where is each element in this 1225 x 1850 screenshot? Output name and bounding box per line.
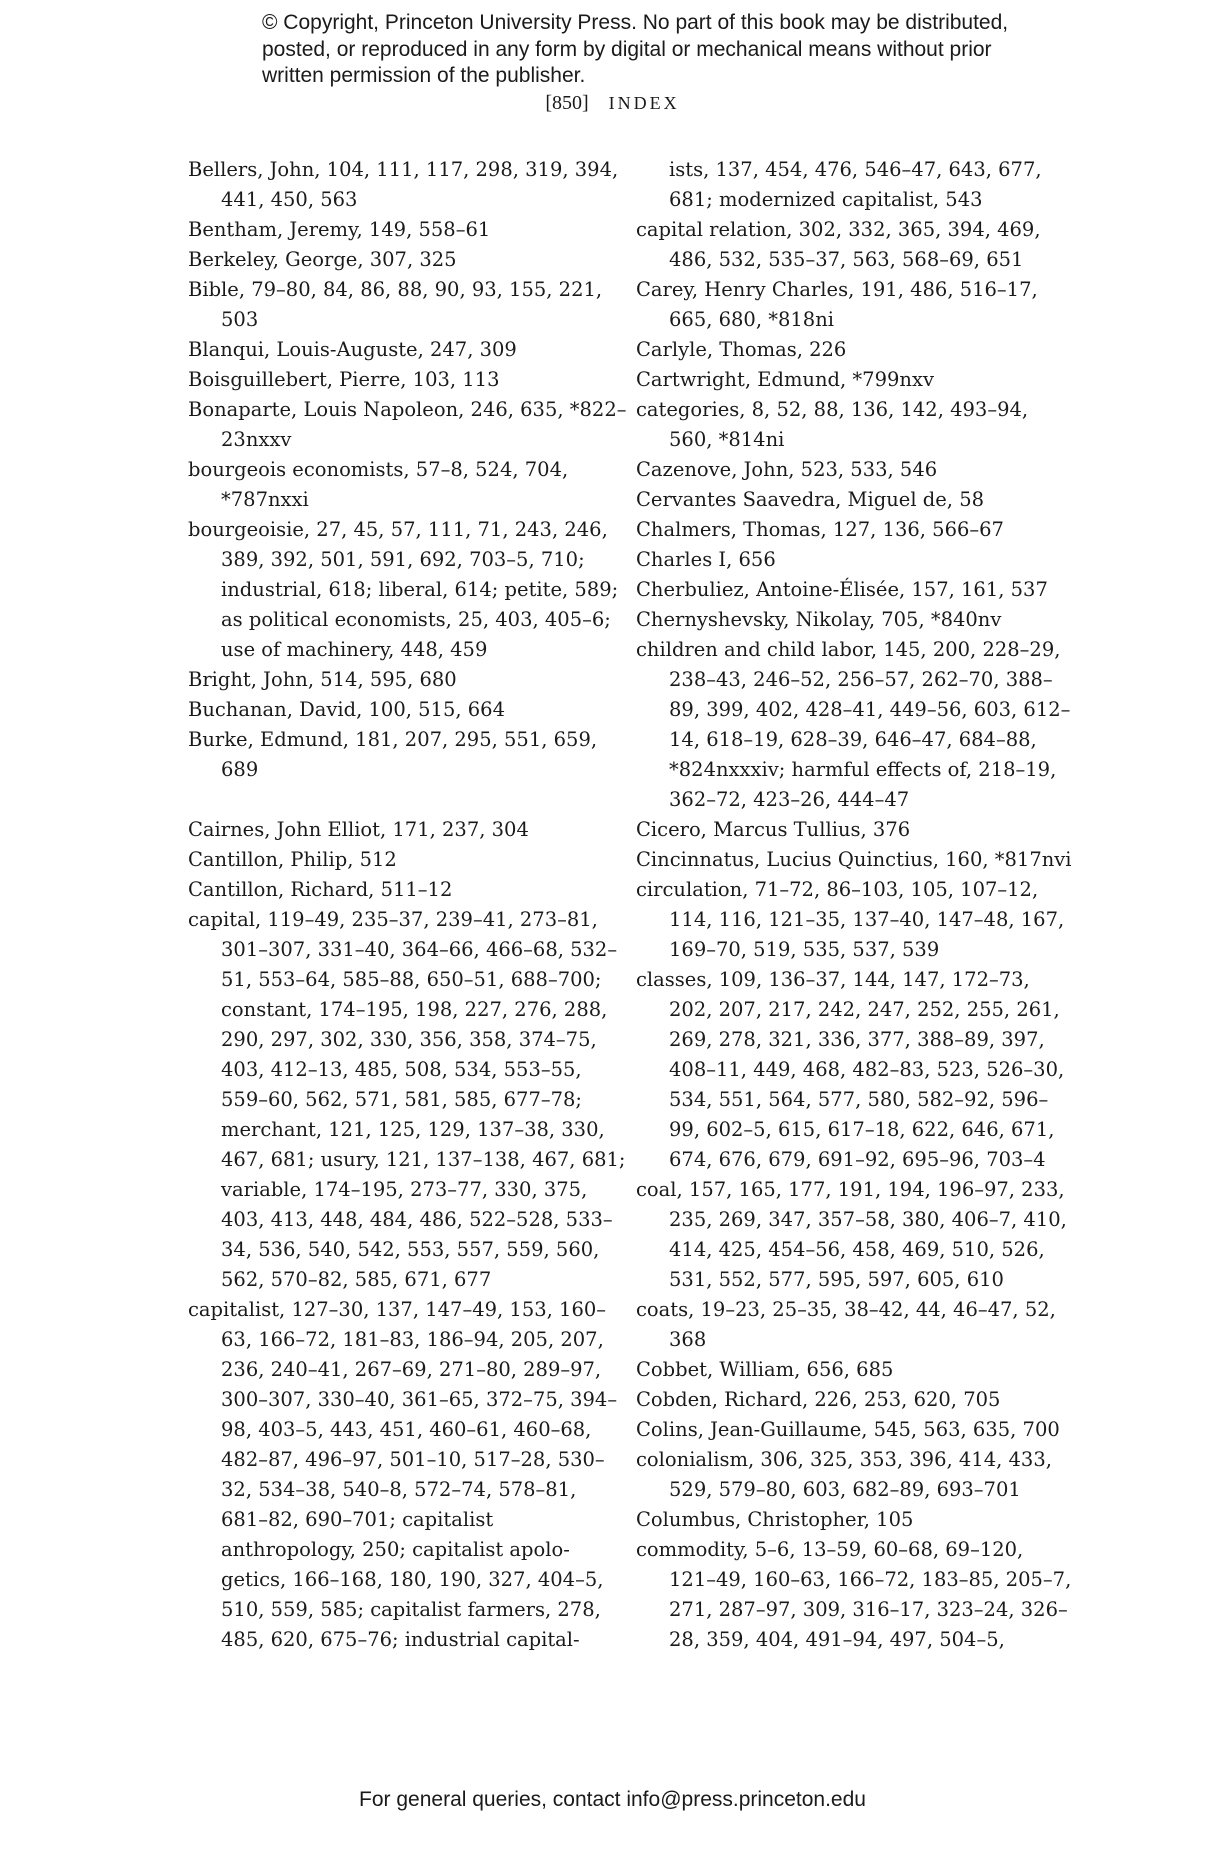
index-entry: Cobbet, William, 656, 685 (636, 1358, 894, 1381)
index-entry: children and child labor, 145, 200, 228–29, 238–43, 246–52, 256–57, 262–70, 388–89, 399, 402, 428–41, 449–56, 603, 612–14, 618–19, 628–39, 646–47, 684–88, *824nxxxiv; harmful effects of, 218–19, 362–72, 423–26, 444–47 (636, 638, 1071, 811)
index-entry: Cartwright, Edmund, *799nxv (636, 368, 934, 391)
index-entry: Carlyle, Thomas, 226 (636, 338, 847, 361)
index-entry: capital, 119–49, 235–37, 239–41, 273–81, 301–307, 331–40, 364–66, 466–68, 532–51, 553–64, 585–88, 650–51, 688–700; constant, 174–195, 198, 227, 276, 288, 290, 297, 302, 330, 356, 358, 374–75, 403, 412–13, 485, 508, 534, 553–55, 559–60, 562, 571, 581, 585, 677–78; merchant, 121, 125, 129, 137–38, 330, 467, 681; usury, 121, 137–138, 467, 681; variable, 174–195, 273–77, 330, 375, 403, 413, 448, 484, 486, 522–528, 533–34, 536, 540, 542, 553, 557, 559, 560, 562, 570–82, 585, 671, 677 (188, 908, 626, 1291)
index-entry: bourgeois economists, 57–8, 524, 704, *787nxxi (188, 458, 569, 511)
index-entry: Berkeley, George, 307, 325 (188, 248, 457, 271)
index-entry: circulation, 71–72, 86–103, 105, 107–12, 114, 116, 121–35, 137–40, 147–48, 167, 169–70, 519, 535, 537, 539 (636, 878, 1065, 961)
index-entry: capitalist, 127–30, 137, 147–49, 153, 160–63, 166–72, 181–83, 186–94, 205, 207, 236, 240–41, 267–69, 271–80, 289–97, 300–307, 330–40, 361–65, 372–75, 394–98, 403–5, 443, 451, 460–61, 460–68, 482–87, 496–97, 501–10, 517–28, 530–32, 534–38, 540–8, 572–74, 578–81, 681–82, 690–701; capitalist anthropology, 250; capitalist apolo-getics, 166–168, 180, 190, 327, 404–5, 510, 559, 585; capitalist farmers, 278, 485, 620, 675–76; industrial capital- (188, 1298, 618, 1651)
index-entry: commodity, 5–6, 13–59, 60–68, 69–120, 121–49, 160–63, 166–72, 183–85, 205–7, 271, 287–97, 309, 316–17, 323–24, 326–28, 359, 404, 491–94, 497, 504–5, (636, 1538, 1072, 1651)
index-entry: Bright, John, 514, 595, 680 (188, 668, 457, 691)
index-entry: Carey, Henry Charles, 191, 486, 516–17, 665, 680, *818ni (636, 278, 1038, 331)
index-entry: Cicero, Marcus Tullius, 376 (636, 818, 911, 841)
index-entry: Cobden, Richard, 226, 253, 620, 705 (636, 1388, 1001, 1411)
index-entry: colonialism, 306, 325, 353, 396, 414, 433, 529, 579–80, 603, 682–89, 693–701 (636, 1448, 1052, 1501)
index-entry: Chalmers, Thomas, 127, 136, 566–67 (636, 518, 1004, 541)
index-entry: Cherbuliez, Antoine-Élisée, 157, 161, 537 (636, 578, 1048, 601)
index-column-left (188, 155, 628, 1655)
section-title: INDEX (608, 93, 680, 113)
index-entry: coats, 19–23, 25–35, 38–42, 44, 46–47, 52, 368 (636, 1298, 1056, 1351)
running-head (0, 92, 1225, 115)
index-entry: Bible, 79–80, 84, 86, 88, 90, 93, 155, 221, 503 (188, 278, 603, 331)
contact-footer: For general queries, contact info@press.princeton.edu (359, 1788, 866, 1811)
index-entry: Cervantes Saavedra, Miguel de, 58 (636, 488, 985, 511)
copyright-notice: © Copyright, Princeton University Press. No part of this book may be distributed, posted, or reproduced in any form by digital or mechanical means without prior written permission of the publisher. (262, 11, 1009, 87)
index-entry: Cincinnatus, Lucius Quinctius, 160, *817nvi (636, 848, 1072, 871)
index-entry: capital relation, 302, 332, 365, 394, 469, 486, 532, 535–37, 563, 568–69, 651 (636, 218, 1041, 271)
index-entry: Burke, Edmund, 181, 207, 295, 551, 659, 689 (188, 728, 598, 781)
index-entry: classes, 109, 136–37, 144, 147, 172–73, 202, 207, 217, 242, 247, 252, 255, 261, 269, 278, 321, 336, 377, 388–89, 397, 408–11, 449, 468, 482–83, 523, 526–30, 534, 551, 564, 577, 580, 582–92, 596–99, 602–5, 615, 617–18, 622, 646, 671, 674, 676, 679, 691–92, 695–96, 703–4 (636, 968, 1065, 1171)
index-entry: Boisguillebert, Pierre, 103, 113 (188, 368, 500, 391)
index-entry: Cantillon, Philip, 512 (188, 848, 397, 871)
letter-group-gap (188, 785, 628, 815)
index-entry: categories, 8, 52, 88, 136, 142, 493–94, 560, *814ni (636, 398, 1029, 451)
index-entry: Charles I, 656 (636, 548, 776, 571)
index-entry: Cazenove, John, 523, 533, 546 (636, 458, 938, 481)
page-number: [850] (545, 92, 589, 114)
index-entry: coal, 157, 165, 177, 191, 194, 196–97, 233, 235, 269, 347, 357–58, 380, 406–7, 410, 414, 425, 454–56, 458, 469, 510, 526, 531, 552, 577, 595, 597, 605, 610 (636, 1178, 1067, 1291)
index-column-right (636, 155, 1076, 1655)
index-entry: Columbus, Christopher, 105 (636, 1508, 914, 1531)
index-entry: Cantillon, Richard, 511–12 (188, 878, 453, 901)
index-entry: Buchanan, David, 100, 515, 664 (188, 698, 505, 721)
index-entry: Colins, Jean-Guillaume, 545, 563, 635, 700 (636, 1418, 1060, 1441)
index-entry: Chernyshevsky, Nikolay, 705, *840nv (636, 608, 1002, 631)
index-entry: Bonaparte, Louis Napoleon, 246, 635, *822–23nxxv (188, 398, 627, 451)
index-entry: Cairnes, John Elliot, 171, 237, 304 (188, 818, 529, 841)
index-entry: Blanqui, Louis-Auguste, 247, 309 (188, 338, 517, 361)
index-entry: bourgeoisie, 27, 45, 57, 111, 71, 243, 246, 389, 392, 501, 591, 692, 703–5, 710; industrial, 618; liberal, 614; petite, 589; as political economists, 25, 403, 405–6; use of machinery, 448, 459 (188, 518, 619, 661)
index-entry-continuation: ists, 137, 454, 476, 546–47, 643, 677, 681; modernized capitalist, 543 (669, 158, 1042, 211)
index-entry: Bellers, John, 104, 111, 117, 298, 319, 394, 441, 450, 563 (188, 158, 619, 211)
index-entry: Bentham, Jeremy, 149, 558–61 (188, 218, 491, 241)
